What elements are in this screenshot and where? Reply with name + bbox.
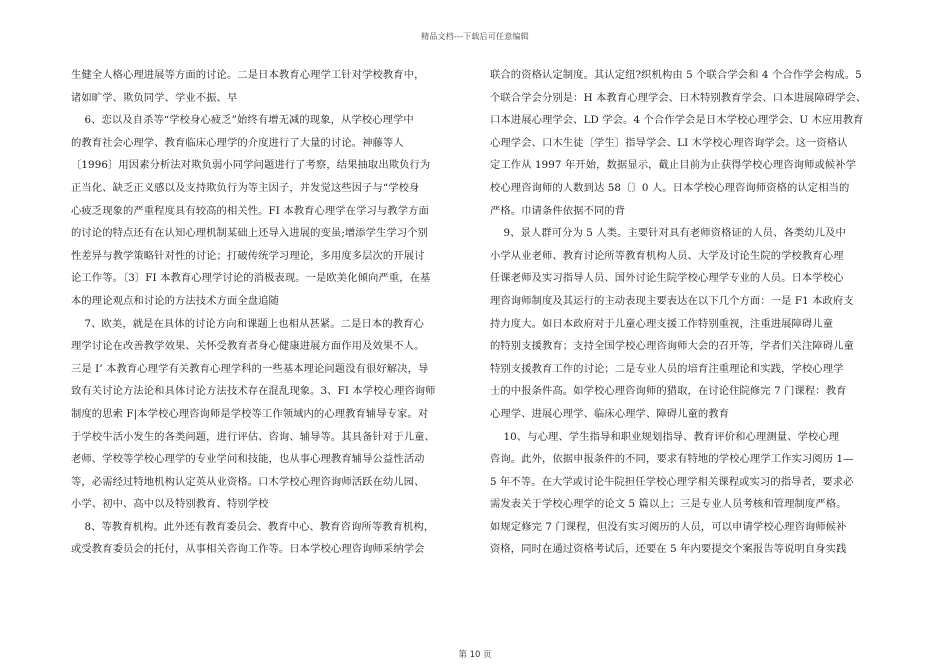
text-line: 6、恋以及自杀等“学校身心疲乏”始终有增无减的现象，从学校心理学中	[71, 114, 414, 127]
text-line: 三是 I’ 本教育心理学有关教育心理学科的一些基本理论问题没有很好解决，导	[71, 362, 429, 375]
text-line: 理咨询师制度及其运行的主动表现主要表达在以下几个方面：一是 F1 本政府支	[490, 294, 854, 307]
text-line: 校心理咨询师的人数到达 58〔〕0 人。日本学校心理咨询师资格的认定相当的	[490, 181, 850, 194]
text-line: 5 年不等。在大学或讨论牛院担任学校心理学相关课程或实习的指导者，要求必	[490, 475, 854, 488]
left-text-column	[71, 64, 461, 561]
text-line: 士的中报条件高。如学校心理咨询师的猎取，在讨论住院修完 7 门课程：教育	[490, 385, 847, 398]
text-line: 〔1996〕用因素分析法对欺负弱小同学问题进行了考察，结果抽取出欺负行为	[71, 159, 431, 172]
text-line: 严格。巾请条件依据不同的背	[490, 204, 626, 217]
text-line: 诸如旷学、欺负同学、学业不振、早	[71, 91, 238, 104]
text-line: 的教育社会心理学、教育临床心理学的介度进行了大量的讨论。神藤等人	[71, 136, 404, 149]
text-line: 理学讨论在改善教学效果、关怀受教育者身心健康进展方面作用及效果不人。	[71, 340, 425, 353]
text-line: 联合的资格认定制度。其认定纽?织机构由 5 个联合学会和 4 个合作学会构成。5	[490, 69, 862, 81]
text-line: 资格，同时在通过资格考试后，还要在 5 年内要提交个案报告等说明自身实践	[490, 543, 847, 556]
page-header: 精品文档---下载后可任意编辑	[421, 32, 529, 41]
text-line: 的特别支援教育；支持全国学校心理咨询师大会的召开等，学者们关注障碍儿童	[490, 340, 854, 353]
text-line: 口本进展心理学会、LD 学会。4 个合作学会是日木学校心理学会、U 木应用教育	[490, 114, 864, 127]
text-line: 8、等教育机构。此外还有教育委员会、教育中心、教育咨询所等教育机构，	[71, 520, 435, 533]
text-line: 等，必需经过特地机构认定英从业资格。口木学校心理咨询师活跃在幼儿园、	[71, 475, 425, 488]
text-line: 特别支援教育工作的讨论；二是专业人员的培育注重理论和实践，学校心理学	[490, 362, 844, 375]
text-line: 10、与心理、学生指导和职业规划指导、教育评价和心理测量、学校心理	[490, 430, 840, 443]
text-line: 7、欧美，就是在具体的讨论方向和课题上也相从甚紧。二是日本的教育心	[71, 317, 424, 330]
text-line: 生健全人格心理进展等方面的讨论。二是日本教育心理学工针对学校教育中，	[71, 69, 425, 81]
text-line: 本的理论观点和讨论的方法技术方面全盘追随	[71, 294, 279, 307]
text-line: 正当化、缺乏正义感以及支持欺负行为等主因子，并发觉这些因子与“学校身	[71, 181, 420, 194]
text-line: 小学从业老师、教育讨论所等教育机构人员、大学及讨论生院的学校教育心理	[490, 249, 844, 262]
text-line: 咨询。此外，依据申报条件的不同，要求有特地的学校心理学工作实习阅历 1—	[490, 453, 854, 466]
text-line: 致有关讨论方法论和具体讨论方法技术存在混乱现象。3、FI 本学校心理咨询师	[71, 385, 436, 398]
text-line: 性差异与教学策略针对性的讨论；打破传统学习理论，多用度多层次的开展讨	[71, 249, 425, 262]
text-line: 于学校牛活小发生的各类问题，进行评估、咨询、辅导等。其具备针对于儿童、	[71, 430, 435, 443]
text-line: 老师、学校等学校心理学的专业学问和技能，也从事心理教育辅导公益性活动	[71, 453, 425, 466]
text-line: 心疲乏现象的严重程度具有较高的相关性。FI 本教育心理学在学习与教学方面	[71, 204, 429, 217]
text-line: 需发表关于学校心理学的论文 5 篇以上；三是专业人员考核和管理制度严格。	[490, 498, 847, 511]
text-line: 个联合学会分别是：H 本教育心理学会、日木特别教育学会、口本进展障碍学会、	[490, 91, 867, 104]
text-line: 持力度大。如日本政府对于儿童心理支援工作特别重视，注重进展障碍儿童	[490, 317, 834, 330]
text-line: 心理学、进展心理学、临床心理学、障碍儿童的教育	[490, 407, 730, 420]
right-text-column	[490, 64, 880, 561]
text-line: 论工作等。〔3〕FI 本教育心理学讨论的消极表现。一是欧美化倾向严重，在基	[71, 272, 431, 285]
text-line: 的讨论的特点还有在认知心理机制某础上还导入进展的变虽;增添学生学习个别	[71, 227, 429, 240]
page-number: 第 10 页	[458, 650, 492, 660]
text-line: 或受教育委员会的托付，从事相关咨询工作等。日本学校心理咨询师采纳学会	[71, 543, 425, 556]
text-line: 心理学会、口木生徒〔学生〕指导学会、LI 木学校心理咨询学会。这一资格认	[490, 136, 848, 149]
text-line: 任课老师及实习指导人员、国外讨论生院学校心理学专业的人员。日本学校心	[490, 272, 844, 285]
text-line: 定工作从 1997 年开始，数据显示，截止目前为止获得学校心理咨询师或候补学	[490, 159, 857, 172]
text-line: 制度的思索 F|本学校心理咨询师是学校等工作领域内的心理教育辅导专家。对	[71, 407, 429, 420]
text-line: 9、景人群可分为 5 人类。主要针对具有老师资格证的人员、各类幼儿及中	[490, 227, 846, 240]
text-line: 小学、初中、高中以及特别教育、特别学校	[71, 498, 269, 511]
text-line: 如规定修完 7 门课程，但没有实习阅历的人员，可以申请学校心理咨询师候补	[490, 520, 847, 533]
